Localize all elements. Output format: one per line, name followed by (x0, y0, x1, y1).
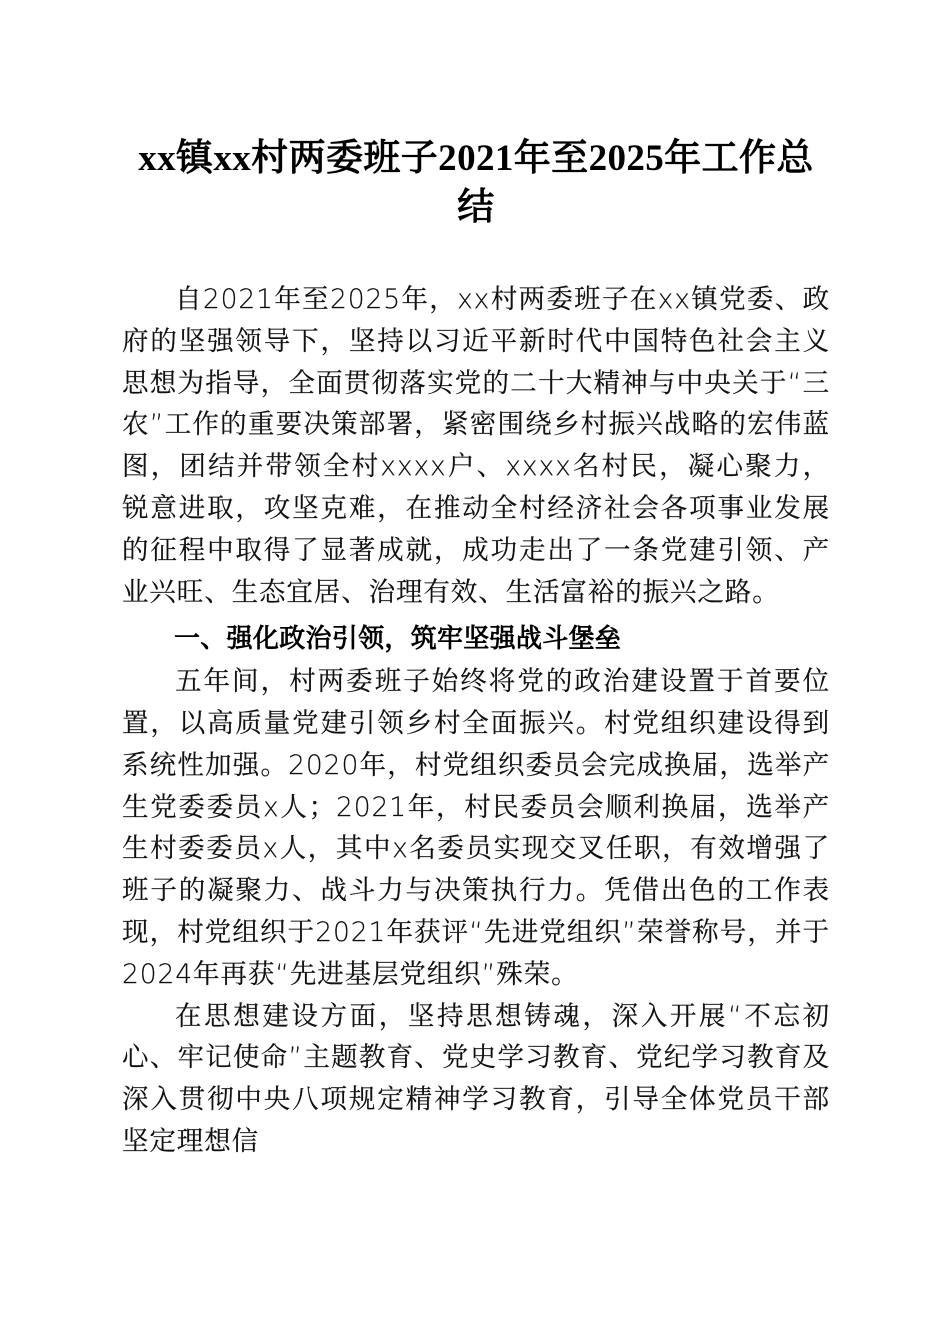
body-paragraph-2: 五年间，村两委班子始终将党的政治建设置于首要位置，以高质量党建引领乡村全面振兴。村党组织建设得到系统性加强。2020年，村党组织委员会完成换届，选举产生党委委员x人；2021年，村民委员会顺利换届，选举产生村委委员x人，其中x名委员实现交叉任职，有效增强了班子的凝聚力、战斗力与决策执行力。凭借出色的工作表现，村党组织于2021年获评“先进党组织”荣誉称号，并于2024年再获“先进基层党组织”殊荣。 (122, 666, 830, 990)
page-content (122, 0, 830, 1173)
body-paragraph-3: 在思想建设方面，坚持思想铸魂，深入开展“不忘初心、牢记使命”主题教育、党史学习教育、党纪学习教育及深入贯彻中央八项规定精神学习教育，引导全体党员干部坚定理想信 (122, 1000, 830, 1157)
page-bottom-whitespace (122, 1163, 830, 1173)
section-heading-1: 一、强化政治引领，筑牢坚强战斗堡垒 (174, 624, 622, 655)
document-title: xx镇xx村两委班子2021年至2025年工作总结 (138, 138, 814, 228)
body-paragraph-1: 自2021年至2025年，xx村两委班子在xx镇党委、政府的坚强领导下，坚持以习近平新时代中国特色社会主义思想为指导，全面贯彻落实党的二十大精神与中央关于“三农”工作的重要决策部署，紧密围绕乡村振兴战略的宏伟蓝图，团结并带领全村xxxx户、xxxx名村民，凝心聚力，锐意进取，攻坚克难，在推动全村经济社会各项事业发展的征程中取得了显著成就，成功走出了一条党建引领、产业兴旺、生态宜居、治理有效、生活富裕的振兴之路。 (122, 284, 830, 608)
